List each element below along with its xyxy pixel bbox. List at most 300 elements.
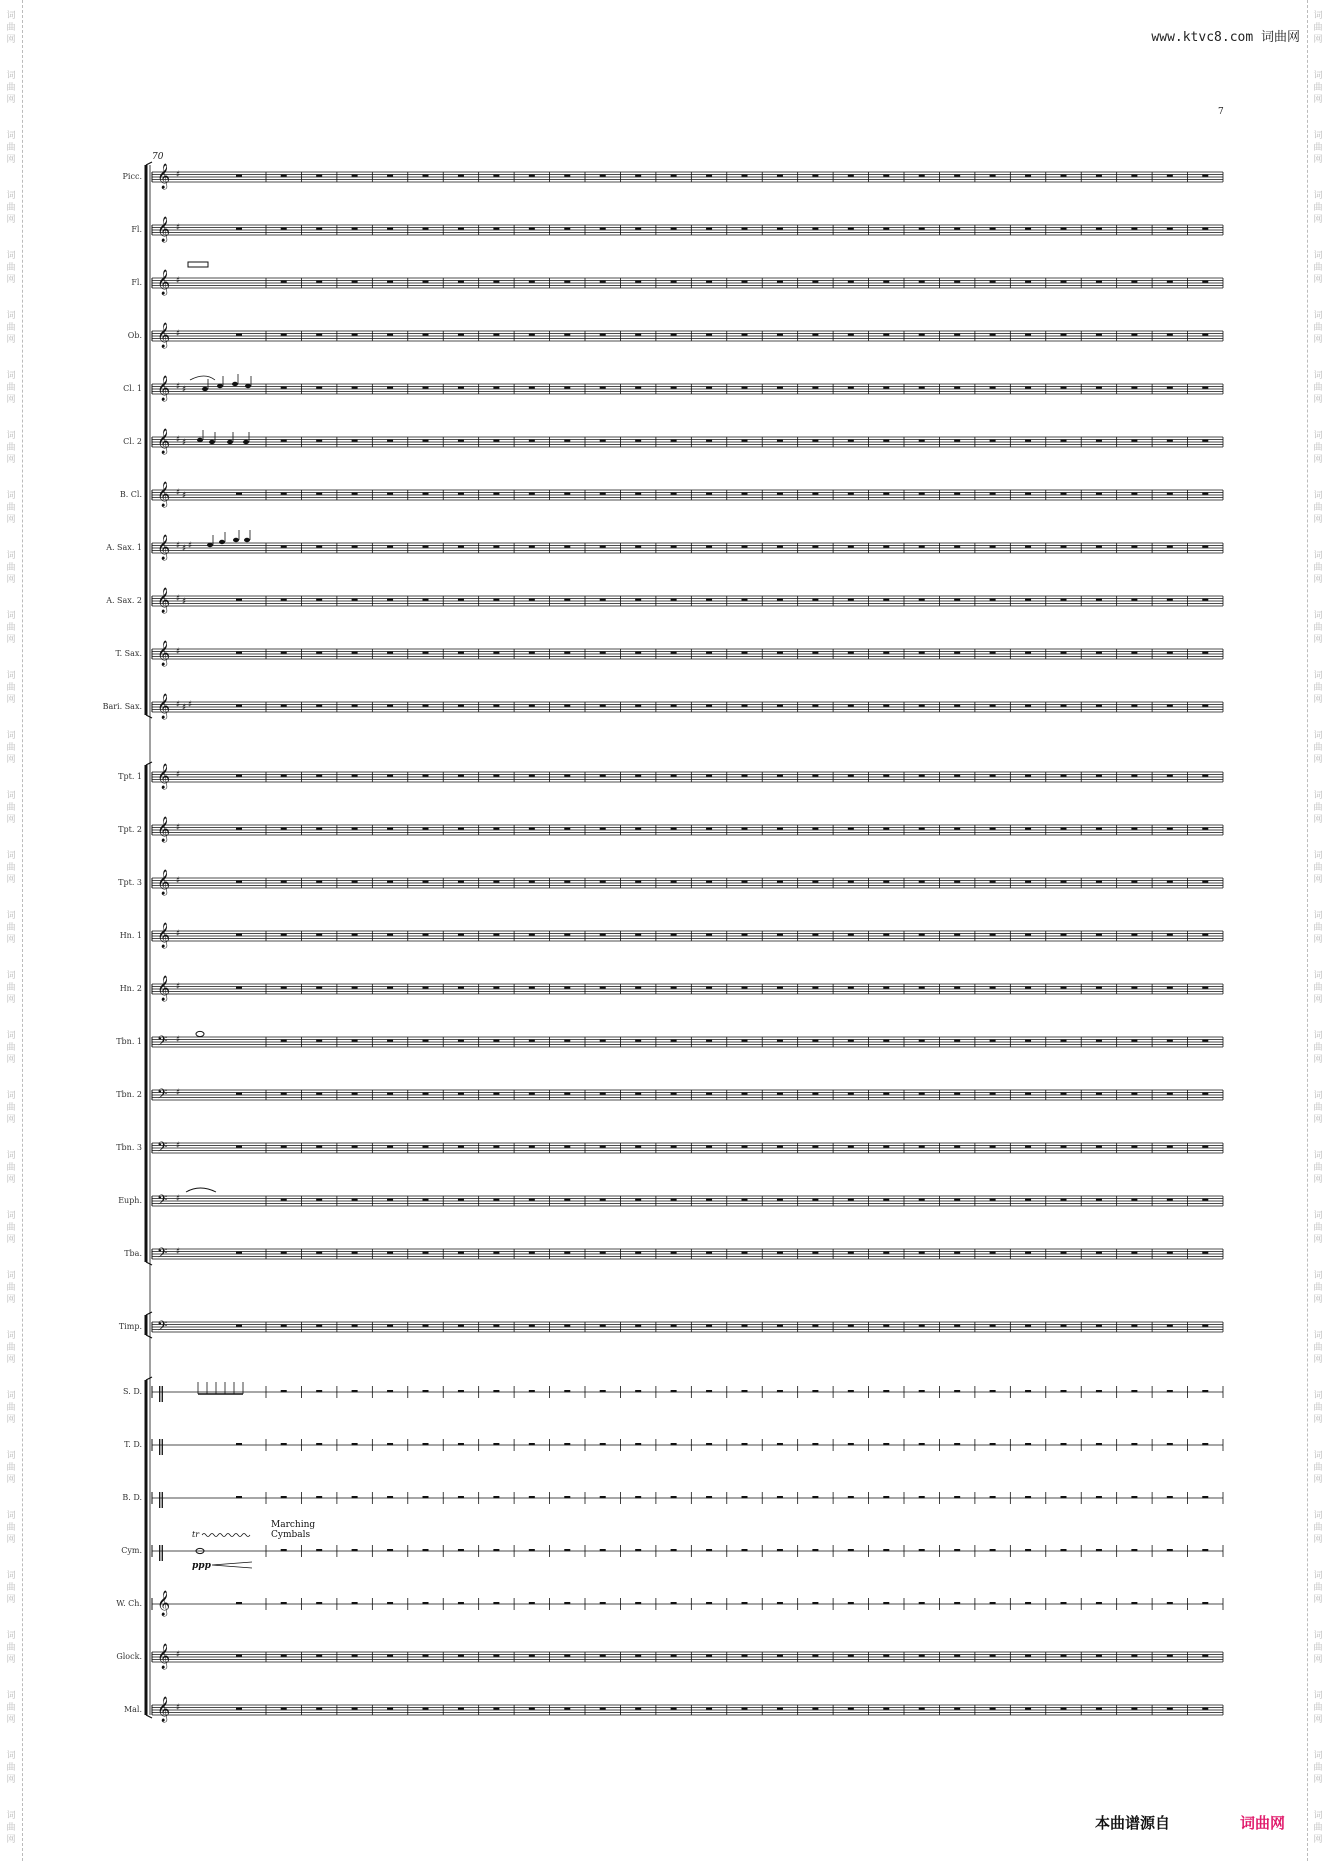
whole-rest xyxy=(1025,1093,1031,1095)
whole-rest xyxy=(600,1496,606,1498)
whole-rest xyxy=(529,934,535,936)
whole-rest xyxy=(529,1496,535,1498)
whole-rest xyxy=(316,1549,322,1551)
whole-rest xyxy=(883,493,889,495)
watermark-glyphs: 词 曲 网 xyxy=(6,611,16,645)
whole-rest xyxy=(1131,334,1137,336)
whole-rest xyxy=(316,546,322,548)
note-head xyxy=(227,440,233,444)
whole-rest xyxy=(281,281,287,283)
whole-rest xyxy=(635,1549,641,1551)
whole-rest xyxy=(316,1040,322,1042)
whole-rest xyxy=(1167,175,1173,177)
staff-label: Cl. 2 xyxy=(123,437,142,446)
whole-rest xyxy=(1061,599,1067,601)
whole-rest xyxy=(1202,387,1208,389)
key-sharp: ♯ xyxy=(176,170,181,180)
whole-rest xyxy=(1061,881,1067,883)
whole-rest xyxy=(919,440,925,442)
whole-rest xyxy=(706,228,712,230)
whole-rest xyxy=(635,1252,641,1254)
whole-rest xyxy=(954,1093,960,1095)
whole-rest xyxy=(812,1252,818,1254)
whole-rest xyxy=(742,1325,748,1327)
whole-rest xyxy=(352,1199,358,1201)
whole-rest xyxy=(1167,599,1173,601)
whole-rest xyxy=(352,1549,358,1551)
whole-rest xyxy=(1061,705,1067,707)
whole-rest xyxy=(919,228,925,230)
whole-rest xyxy=(1096,1146,1102,1148)
note-head xyxy=(244,538,250,542)
whole-rest xyxy=(458,599,464,601)
whole-rest xyxy=(1131,1443,1137,1445)
staff-label: A. Sax. 2 xyxy=(106,596,142,605)
watermark-glyphs: 词 曲 网 xyxy=(1313,251,1323,285)
whole-rest xyxy=(742,334,748,336)
whole-rest xyxy=(1061,493,1067,495)
key-sharp: ♯ xyxy=(176,382,181,392)
whole-rest xyxy=(423,281,429,283)
clef-bass: 𝄢 xyxy=(157,1139,168,1158)
key-sharp: ♯ xyxy=(188,700,193,710)
whole-rest xyxy=(1167,1199,1173,1201)
staff-label: Fl. xyxy=(131,278,142,287)
whole-rest xyxy=(423,228,429,230)
key-sharp: ♯ xyxy=(176,1247,181,1257)
whole-rest xyxy=(423,934,429,936)
whole-rest xyxy=(564,1602,570,1604)
whole-rest xyxy=(742,175,748,177)
whole-rest xyxy=(529,1443,535,1445)
whole-rest xyxy=(883,1708,889,1710)
whole-rest xyxy=(990,1602,996,1604)
whole-rest xyxy=(493,175,499,177)
whole-rest xyxy=(777,1443,783,1445)
whole-rest xyxy=(777,1199,783,1201)
note-head xyxy=(217,384,223,388)
whole-rest xyxy=(458,705,464,707)
whole-rest xyxy=(281,1146,287,1148)
whole-rest xyxy=(1167,705,1173,707)
clef-treble: 𝄞 xyxy=(157,1644,171,1669)
key-sharp: ♯ xyxy=(176,1088,181,1098)
whole-rest xyxy=(564,228,570,230)
staff-label: Glock. xyxy=(116,1652,142,1661)
whole-rest xyxy=(281,493,287,495)
whole-rest xyxy=(671,387,677,389)
whole-rest xyxy=(316,1252,322,1254)
whole-rest xyxy=(1096,1655,1102,1657)
whole-rest xyxy=(1025,546,1031,548)
whole-rest xyxy=(990,881,996,883)
whole-rest xyxy=(236,775,242,777)
whole-rest xyxy=(236,1708,242,1710)
whole-rest xyxy=(1131,1602,1137,1604)
marching-cymbals-label: Marching Cymbals xyxy=(271,1520,316,1540)
whole-rest xyxy=(600,1549,606,1551)
whole-rest xyxy=(529,652,535,654)
whole-rest xyxy=(777,599,783,601)
whole-rest xyxy=(493,828,499,830)
whole-rest xyxy=(742,1093,748,1095)
whole-rest xyxy=(529,1655,535,1657)
whole-rest xyxy=(387,281,393,283)
whole-rest xyxy=(316,599,322,601)
whole-rest xyxy=(316,1199,322,1201)
whole-rest xyxy=(883,934,889,936)
whole-rest xyxy=(352,1708,358,1710)
whole-rest xyxy=(919,334,925,336)
whole-rest xyxy=(671,1496,677,1498)
whole-rest xyxy=(236,493,242,495)
whole-rest xyxy=(1025,228,1031,230)
staff-label: Bari. Sax. xyxy=(102,702,142,711)
whole-rest xyxy=(600,493,606,495)
whole-rest xyxy=(529,775,535,777)
whole-rest xyxy=(352,281,358,283)
whole-rest xyxy=(812,1602,818,1604)
whole-rest xyxy=(1061,987,1067,989)
whole-rest xyxy=(990,705,996,707)
whole-rest xyxy=(600,599,606,601)
whole-rest xyxy=(883,705,889,707)
watermark-glyphs: 词 曲 网 xyxy=(6,251,16,285)
whole-rest xyxy=(848,1390,854,1392)
whole-rest xyxy=(1096,387,1102,389)
whole-rest xyxy=(1202,1443,1208,1445)
whole-rest xyxy=(1025,599,1031,601)
whole-rest xyxy=(812,599,818,601)
whole-rest xyxy=(1131,1655,1137,1657)
whole-rest xyxy=(1096,228,1102,230)
watermark-glyphs: 词 曲 网 xyxy=(1313,131,1323,165)
whole-rest xyxy=(742,1602,748,1604)
whole-rest xyxy=(1131,1496,1137,1498)
whole-rest xyxy=(423,440,429,442)
watermark-glyphs: 词 曲 网 xyxy=(6,1151,16,1185)
whole-rest xyxy=(990,1655,996,1657)
whole-rest xyxy=(423,175,429,177)
whole-rest xyxy=(812,1496,818,1498)
whole-rest xyxy=(635,1602,641,1604)
whole-rest xyxy=(635,493,641,495)
whole-rest xyxy=(1202,1252,1208,1254)
whole-rest xyxy=(671,987,677,989)
whole-rest xyxy=(919,1496,925,1498)
whole-rest xyxy=(564,546,570,548)
whole-rest xyxy=(635,228,641,230)
whole-rest xyxy=(316,228,322,230)
staff-label: A. Sax. 1 xyxy=(106,543,142,552)
whole-rest xyxy=(316,828,322,830)
whole-rest xyxy=(671,1443,677,1445)
whole-rest xyxy=(352,228,358,230)
whole-rest xyxy=(990,546,996,548)
whole-rest xyxy=(990,1549,996,1551)
whole-rest xyxy=(671,1708,677,1710)
key-sharp: ♯ xyxy=(176,700,181,710)
whole-rest xyxy=(1061,1708,1067,1710)
whole-rest xyxy=(919,1252,925,1254)
whole-rest xyxy=(458,493,464,495)
watermark-glyphs: 词 曲 网 xyxy=(1313,1091,1323,1125)
whole-rest xyxy=(848,1325,854,1327)
whole-rest xyxy=(883,387,889,389)
whole-rest xyxy=(1167,1655,1173,1657)
whole-rest xyxy=(316,705,322,707)
whole-rest xyxy=(316,1443,322,1445)
staff-label: Fl. xyxy=(131,225,142,234)
key-sharp: ♯ xyxy=(176,876,181,886)
whole-rest xyxy=(954,1549,960,1551)
whole-rest xyxy=(493,1602,499,1604)
key-sharp: ♯ xyxy=(176,329,181,339)
whole-rest xyxy=(281,387,287,389)
whole-rest xyxy=(777,828,783,830)
clef-perc: ‖ xyxy=(157,1383,165,1402)
whole-rest xyxy=(848,440,854,442)
whole-rest xyxy=(423,1252,429,1254)
whole-rest xyxy=(423,775,429,777)
whole-rest xyxy=(281,1040,287,1042)
whole-rest xyxy=(848,1496,854,1498)
clef-bass: 𝄢 xyxy=(157,1192,168,1211)
whole-rest xyxy=(706,1040,712,1042)
whole-rest xyxy=(848,493,854,495)
whole-rest xyxy=(635,1390,641,1392)
whole-rest xyxy=(883,881,889,883)
watermark-glyphs: 词 曲 网 xyxy=(6,1811,16,1845)
watermark-glyphs: 词 曲 网 xyxy=(1313,1211,1323,1245)
whole-rest xyxy=(529,334,535,336)
whole-rest xyxy=(883,1602,889,1604)
whole-rest xyxy=(990,1443,996,1445)
whole-rest xyxy=(1167,1040,1173,1042)
whole-rest xyxy=(919,1443,925,1445)
whole-rest xyxy=(990,987,996,989)
dynamic-marking: ppp xyxy=(192,1561,211,1571)
whole-rest xyxy=(236,705,242,707)
brass-bracket-cap xyxy=(146,762,152,765)
clef-treble: 𝄞 xyxy=(157,535,171,560)
whole-rest xyxy=(564,1496,570,1498)
whole-rest xyxy=(600,281,606,283)
whole-rest xyxy=(706,1496,712,1498)
whole-rest xyxy=(1131,546,1137,548)
clef-treble: 𝄞 xyxy=(157,429,171,454)
whole-rest xyxy=(1025,987,1031,989)
whole-rest xyxy=(1202,705,1208,707)
key-sharp: ♯ xyxy=(176,823,181,833)
whole-rest xyxy=(990,1093,996,1095)
whole-rest xyxy=(1131,705,1137,707)
whole-rest xyxy=(777,775,783,777)
whole-rest xyxy=(1167,652,1173,654)
whole-rest xyxy=(742,228,748,230)
whole-rest xyxy=(812,828,818,830)
whole-rest xyxy=(1025,493,1031,495)
whole-rest xyxy=(1096,493,1102,495)
whole-rest xyxy=(387,1602,393,1604)
whole-note xyxy=(196,1031,204,1036)
whole-rest xyxy=(777,493,783,495)
whole-rest xyxy=(1202,440,1208,442)
whole-rest xyxy=(529,281,535,283)
whole-rest xyxy=(458,1390,464,1392)
clef-bass: 𝄢 xyxy=(157,1033,168,1052)
whole-rest xyxy=(954,1655,960,1657)
whole-rest xyxy=(848,1549,854,1551)
whole-rest xyxy=(1096,1390,1102,1392)
whole-rest xyxy=(1096,1040,1102,1042)
whole-rest xyxy=(458,1325,464,1327)
whole-rest xyxy=(1131,1390,1137,1392)
note-head xyxy=(207,543,213,547)
watermark-glyphs: 词 曲 网 xyxy=(1313,1391,1323,1425)
whole-rest xyxy=(316,987,322,989)
whole-rest xyxy=(742,387,748,389)
whole-rest xyxy=(529,546,535,548)
watermark-glyphs: 词 曲 网 xyxy=(1313,1271,1323,1305)
whole-rest xyxy=(600,1443,606,1445)
watermark-glyphs: 词 曲 网 xyxy=(1313,1691,1323,1725)
whole-rest xyxy=(1167,546,1173,548)
whole-rest xyxy=(954,705,960,707)
whole-rest xyxy=(1131,987,1137,989)
clef-treble: 𝄞 xyxy=(157,641,171,666)
whole-rest xyxy=(812,387,818,389)
watermark-glyphs: 词 曲 网 xyxy=(6,851,16,885)
clef-treble: 𝄞 xyxy=(157,694,171,719)
whole-rest xyxy=(635,546,641,548)
whole-rest xyxy=(423,1602,429,1604)
whole-rest xyxy=(529,1602,535,1604)
staff-label: Tbn. 1 xyxy=(116,1037,142,1046)
watermark-glyphs: 词 曲 网 xyxy=(6,551,16,585)
whole-rest xyxy=(954,1252,960,1254)
whole-rest xyxy=(706,1252,712,1254)
whole-rest xyxy=(848,175,854,177)
whole-rest xyxy=(1167,1146,1173,1148)
whole-rest xyxy=(281,652,287,654)
watermark-glyphs: 词 曲 网 xyxy=(6,911,16,945)
whole-rest xyxy=(1167,493,1173,495)
whole-rest xyxy=(1131,599,1137,601)
whole-rest xyxy=(812,1325,818,1327)
whole-rest xyxy=(564,987,570,989)
whole-rest xyxy=(812,1655,818,1657)
whole-rest xyxy=(848,987,854,989)
note-head xyxy=(219,540,225,544)
whole-rest xyxy=(1167,1093,1173,1095)
whole-rest xyxy=(1167,934,1173,936)
whole-rest xyxy=(493,281,499,283)
whole-rest xyxy=(236,175,242,177)
whole-rest xyxy=(529,828,535,830)
clef-perc: ‖ xyxy=(157,1436,165,1455)
whole-rest xyxy=(635,281,641,283)
whole-rest xyxy=(1131,281,1137,283)
whole-rest xyxy=(742,1040,748,1042)
watermark-glyphs: 词 曲 网 xyxy=(6,791,16,825)
whole-rest xyxy=(1131,175,1137,177)
whole-rest xyxy=(236,828,242,830)
whole-rest xyxy=(1025,1146,1031,1148)
note-head xyxy=(245,384,251,388)
whole-rest xyxy=(564,1390,570,1392)
whole-rest xyxy=(1061,775,1067,777)
whole-rest xyxy=(352,1390,358,1392)
whole-rest xyxy=(883,1146,889,1148)
whole-rest xyxy=(352,934,358,936)
whole-rest xyxy=(1061,828,1067,830)
whole-rest xyxy=(883,1390,889,1392)
whole-rest xyxy=(493,987,499,989)
whole-rest xyxy=(1061,1390,1067,1392)
whole-rest xyxy=(316,1093,322,1095)
watermark-glyphs: 词 曲 网 xyxy=(6,71,16,105)
whole-rest xyxy=(919,1390,925,1392)
whole-rest xyxy=(1096,175,1102,177)
whole-rest xyxy=(1025,934,1031,936)
whole-rest xyxy=(742,705,748,707)
whole-rest xyxy=(635,1199,641,1201)
whole-rest xyxy=(600,1093,606,1095)
watermark-glyphs: 词 曲 网 xyxy=(6,1091,16,1125)
whole-rest xyxy=(1202,493,1208,495)
whole-rest xyxy=(954,652,960,654)
whole-rest xyxy=(387,546,393,548)
watermark-glyphs: 词 曲 网 xyxy=(6,1271,16,1305)
whole-rest xyxy=(564,1708,570,1710)
watermark-glyphs: 词 曲 网 xyxy=(6,191,16,225)
whole-rest xyxy=(387,1146,393,1148)
whole-rest xyxy=(1167,1443,1173,1445)
whole-rest xyxy=(493,1655,499,1657)
whole-rest xyxy=(236,881,242,883)
key-sharp: ♯ xyxy=(176,435,181,445)
whole-rest xyxy=(919,881,925,883)
whole-rest xyxy=(458,1496,464,1498)
whole-rest xyxy=(1202,1199,1208,1201)
whole-rest xyxy=(458,987,464,989)
whole-rest xyxy=(600,1040,606,1042)
whole-rest xyxy=(919,1325,925,1327)
whole-rest xyxy=(458,1199,464,1201)
whole-rest xyxy=(1202,1708,1208,1710)
whole-rest xyxy=(423,334,429,336)
whole-rest xyxy=(564,828,570,830)
footer-brand-link[interactable]: 词曲网 xyxy=(1240,1814,1286,1832)
whole-rest xyxy=(236,934,242,936)
watermark-glyphs: 词 曲 网 xyxy=(1313,791,1323,825)
key-sharp: ♯ xyxy=(188,541,193,551)
whole-rest xyxy=(458,546,464,548)
header-site-label[interactable]: www.ktvc8.com 词曲网 xyxy=(1151,30,1300,45)
whole-rest xyxy=(990,1146,996,1148)
whole-rest xyxy=(600,1708,606,1710)
whole-rest xyxy=(883,228,889,230)
whole-rest xyxy=(458,1093,464,1095)
whole-rest xyxy=(564,1040,570,1042)
whole-rest xyxy=(1202,281,1208,283)
whole-rest xyxy=(954,1390,960,1392)
whole-rest xyxy=(706,175,712,177)
whole-rest xyxy=(671,1093,677,1095)
whole-rest xyxy=(1025,775,1031,777)
whole-rest xyxy=(529,1199,535,1201)
